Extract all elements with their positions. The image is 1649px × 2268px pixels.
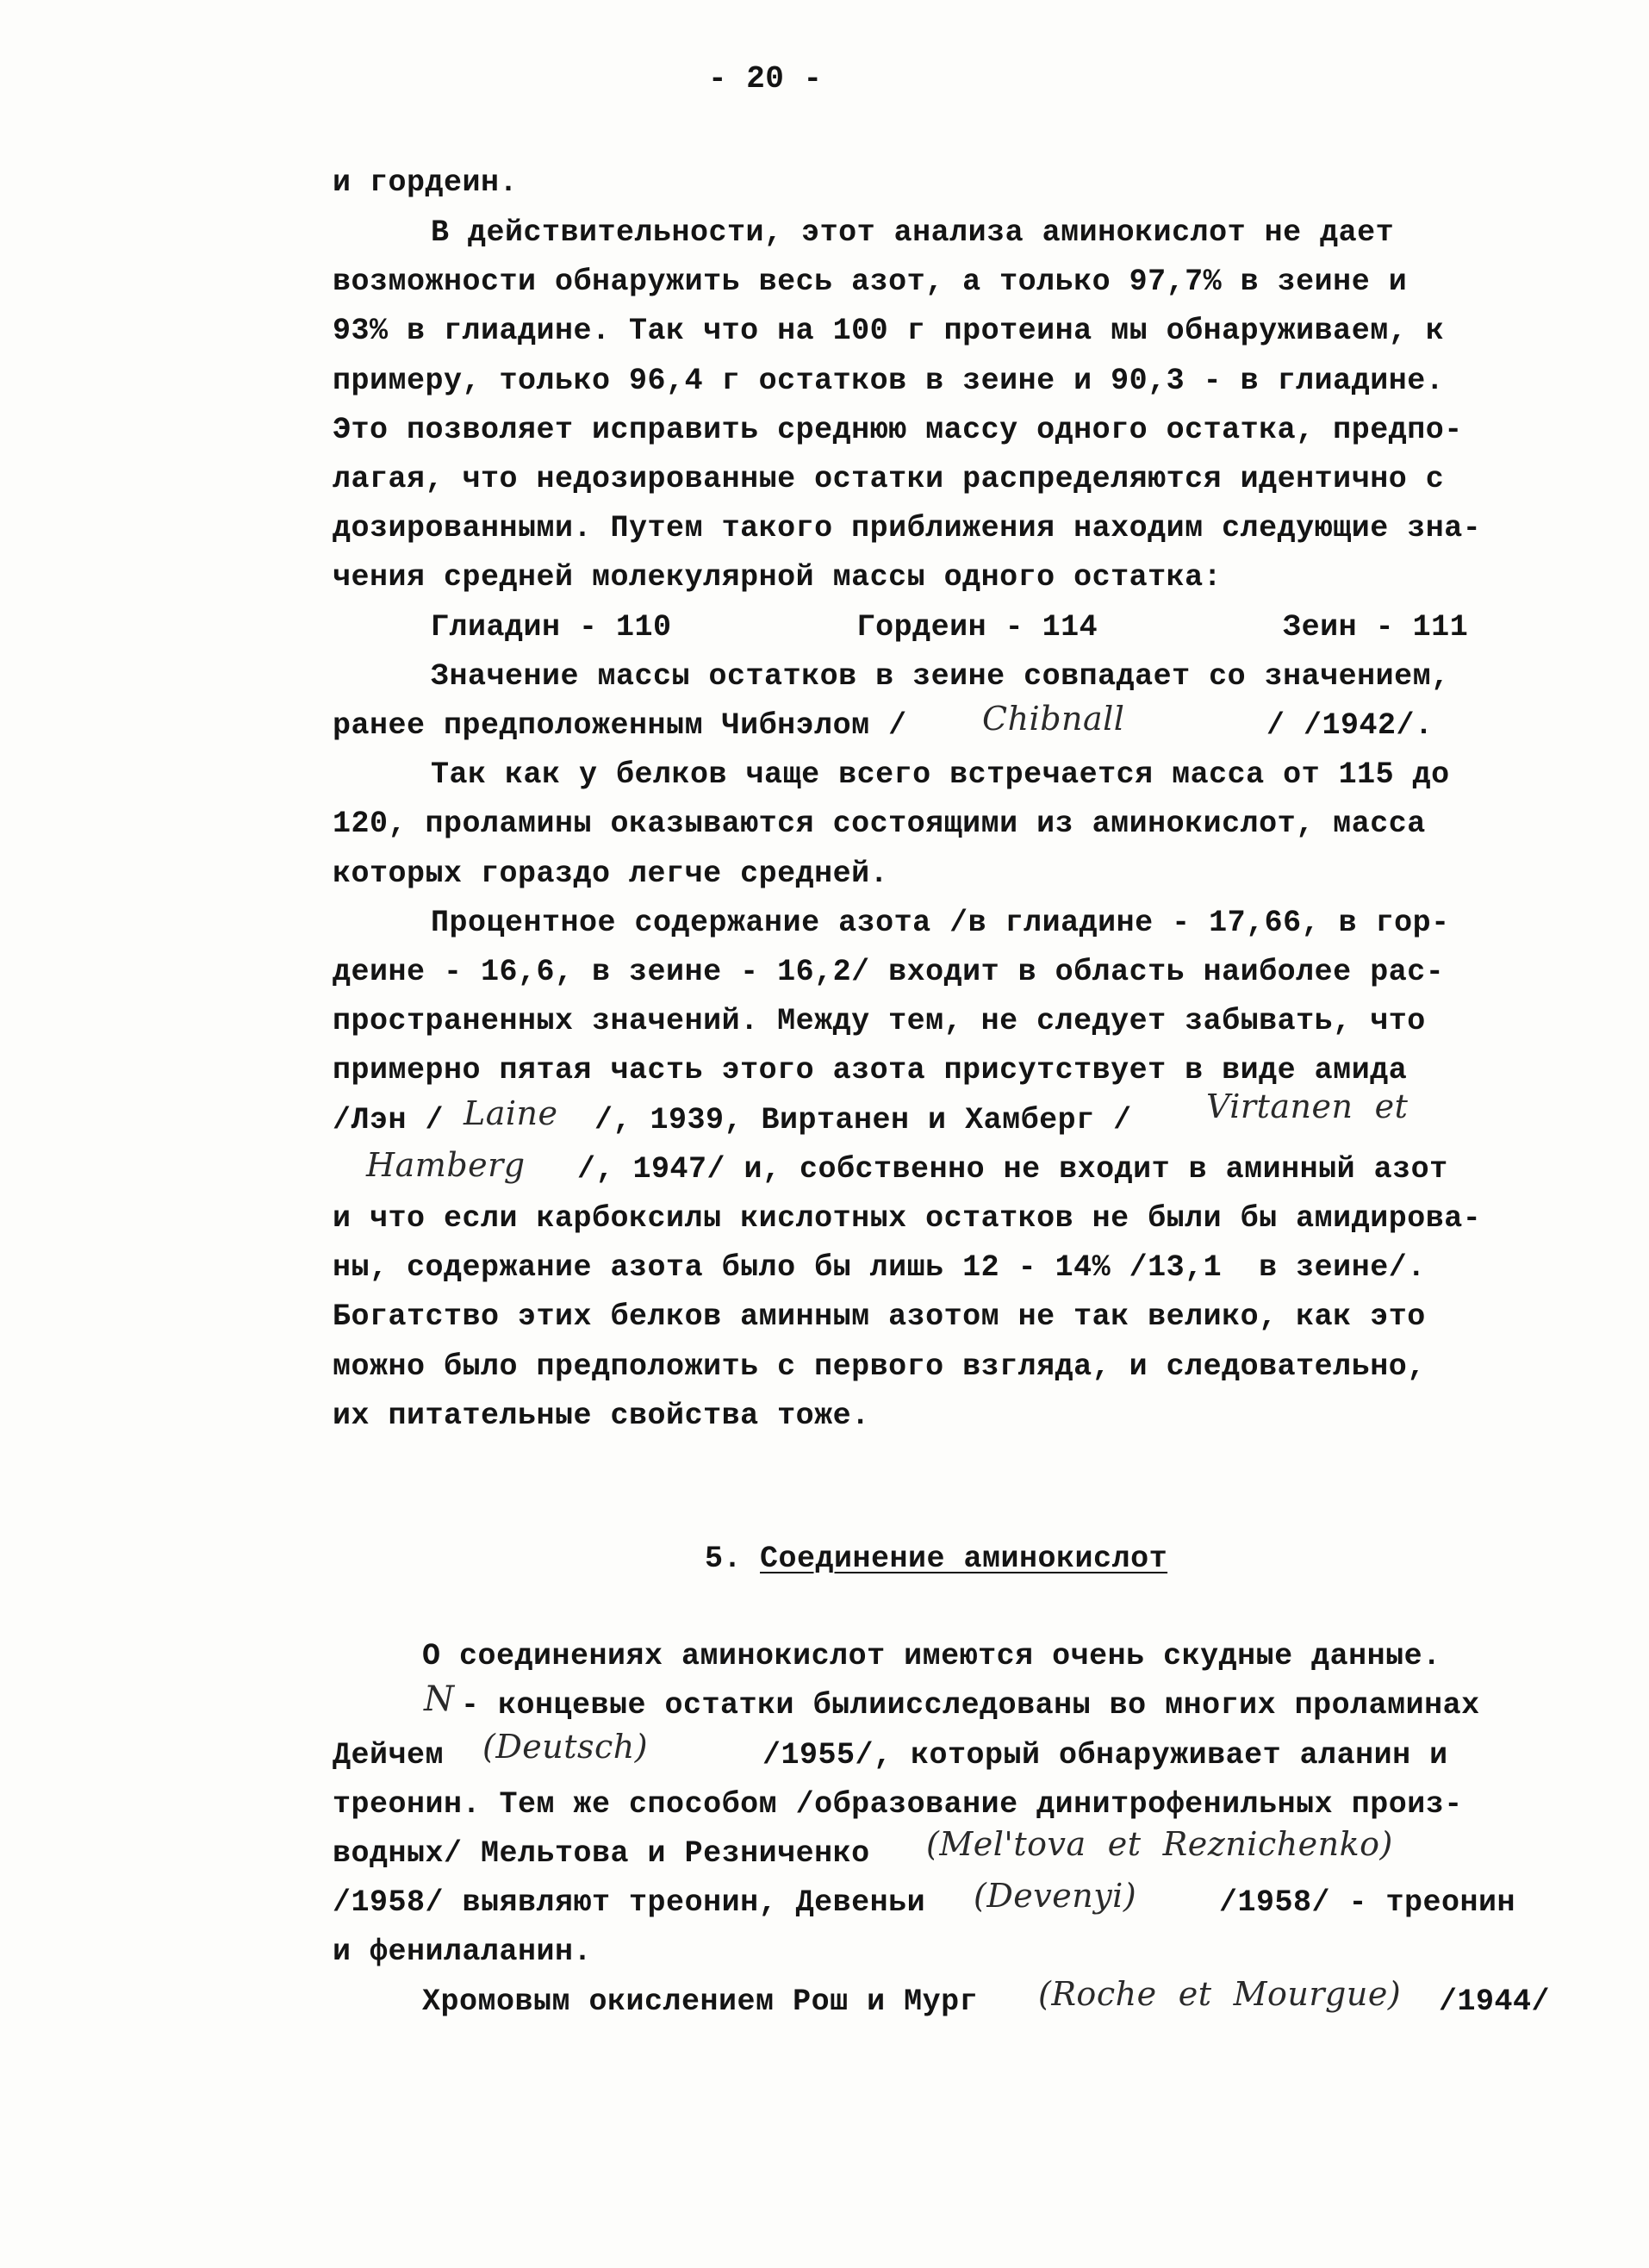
text-line-20b: /, 1939, Виртанен и Хамберг / <box>594 1103 1132 1137</box>
text-line-22: и что если карбоксилы кислотных остатков не были бы амидирова- <box>333 1201 1482 1236</box>
text-line-30: треонин. Тем же способом /образование динитрофенильных произ- <box>333 1787 1463 1822</box>
text-line-4: 93% в глиадине. Так что на 100 г протеина мы обнаруживаем, к <box>333 314 1445 348</box>
text-line-8: дозированными. Путем такого приближения находим следующие зна- <box>333 511 1482 545</box>
text-line-28: - концевые остатки былиисследованы во многих проламинах <box>461 1688 1480 1723</box>
text-line-29a: Дейчем <box>333 1738 445 1773</box>
text-line-11: Значение массы остатков в зеине совпадает со значением, <box>431 659 1450 694</box>
page-number: - 20 - <box>708 61 823 97</box>
handwritten-roche: (Roche et Mourgue) <box>1038 1975 1402 2013</box>
text-line-25: можно было предположить с первого взгляда, и следовательно, <box>333 1349 1426 1384</box>
text-line-32a: /1958/ выявляют треонин, Девеньи <box>333 1885 926 1920</box>
text-line-12b: / /1942/. <box>1266 708 1434 743</box>
text-line-12a: ранее предположенным Чибнэлом / <box>333 708 907 743</box>
text-line-21: /, 1947/ и, собственно не входит в аминный азот <box>577 1152 1448 1187</box>
text-line-7: лагая, что недозированные остатки распределяются идентично с <box>333 462 1445 496</box>
text-line-15: которых гораздо легче средней. <box>333 857 889 891</box>
text-line-29b: /1955/, который обнаруживает аланин и <box>762 1738 1448 1773</box>
text-line-10: Глиадин - 110 Гордеин - 114 Зеин - 111 <box>431 610 1469 645</box>
text-line-24: Богатство этих белков аминным азотом не так велико, как это <box>333 1299 1426 1334</box>
handwritten-hamberg: Hamberg <box>366 1146 526 1184</box>
text-line-34a: Хромовым окислением Рош и Мург <box>422 1984 979 2019</box>
handwritten-chibnall: Chibnall <box>982 700 1125 738</box>
text-line-14: 120, проламины оказываются состоящими из аминокислот, масса <box>333 807 1426 841</box>
text-line-27: О соединениях аминокислот имеются очень скудные данные. <box>422 1639 1441 1673</box>
text-line-33: и фенилаланин. <box>333 1935 593 1969</box>
text-line-9: чения средней молекулярной массы одного остатка: <box>333 560 1223 595</box>
text-line-19: примерно пятая часть этого азота присутствует в виде амида <box>333 1053 1408 1087</box>
text-line-26: их питательные свойства тоже. <box>333 1399 870 1433</box>
section-number: 5. <box>705 1542 743 1576</box>
handwritten-deutsch: (Deutsch) <box>482 1728 649 1766</box>
section-heading: Соединение аминокислот <box>760 1542 1168 1576</box>
text-line-18: пространенных значений. Между тем, не следует забывать, что <box>333 1004 1426 1038</box>
text-line-23: ны, содержание азота было бы лишь 12 - 14% /13,1 в зеине/. <box>333 1250 1426 1285</box>
handwritten-virtanen: Virtanen et <box>1206 1087 1409 1125</box>
text-line-3: возможности обнаружить весь азот, а только 97,7% в зеине и <box>333 265 1408 299</box>
handwritten-devenyi: (Devenyi) <box>974 1877 1137 1915</box>
text-line-6: Это позволяет исправить среднюю массу одного остатка, предпо- <box>333 413 1463 447</box>
text-line-17: деине - 16,6, в зеине - 16,2/ входит в область наиболее рас- <box>333 955 1445 989</box>
text-line-1: и гордеин. <box>333 165 519 200</box>
handwritten-n: N <box>424 1679 455 1719</box>
text-line-32b: /1958/ - треонин <box>1219 1885 1516 1920</box>
text-line-13: Так как у белков чаще всего встречается масса от 115 до <box>431 757 1450 792</box>
text-line-31a: водных/ Мельтова и Резниченко <box>333 1836 870 1871</box>
text-line-20a: /Лэн / <box>333 1103 445 1137</box>
text-line-16: Процентное содержание азота /в глиадине - 17,66, в гор- <box>431 906 1450 940</box>
handwritten-meltova: (Mel'tova et Reznichenko) <box>926 1825 1393 1863</box>
text-line-34b: /1944/ <box>1439 1984 1551 2019</box>
text-line-5: примеру, только 96,4 г остатков в зеине и 90,3 - в глиадине. <box>333 364 1445 398</box>
text-line-2: В действительности, этот анализа аминокислот не дает <box>431 215 1395 250</box>
handwritten-laine: Laine <box>464 1094 558 1132</box>
